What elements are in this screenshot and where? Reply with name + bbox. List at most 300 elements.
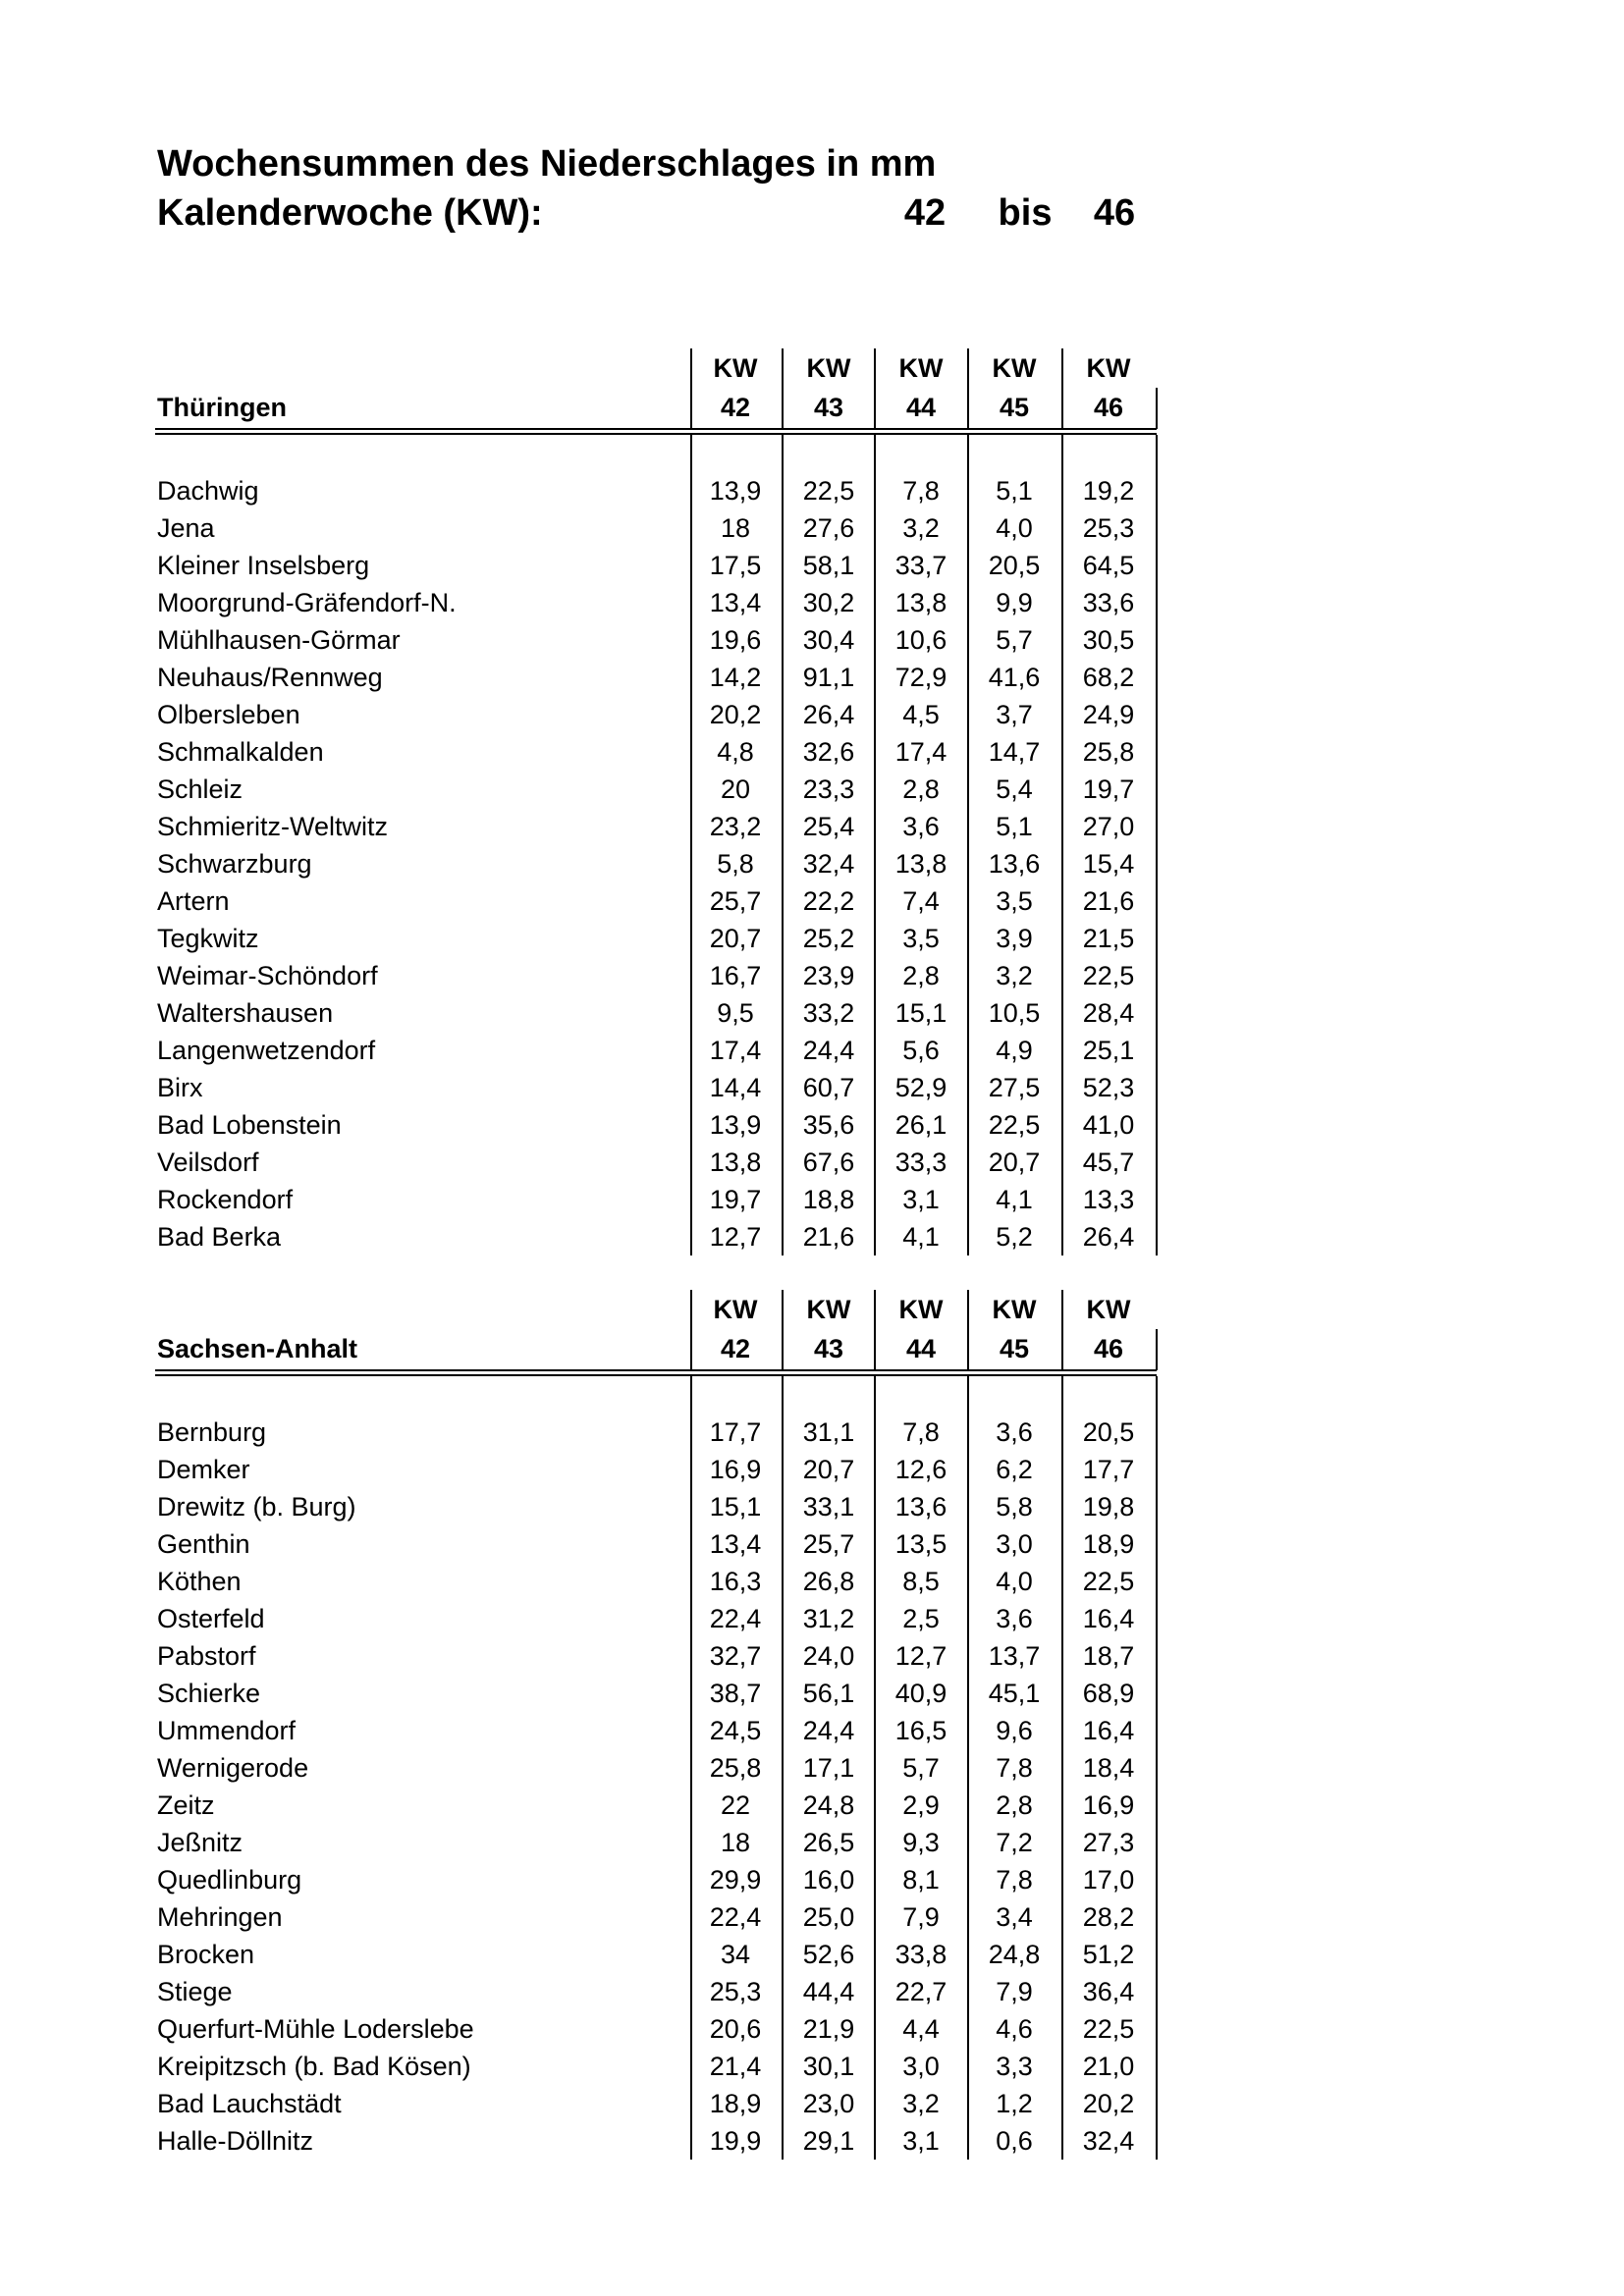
- precipitation-value: 27,3: [1082, 1828, 1135, 1857]
- precipitation-value: 9,6: [996, 1716, 1033, 1745]
- station-name: Bad Berka: [157, 1222, 282, 1252]
- table-row: [0, 621, 1624, 659]
- precipitation-value: 3,1: [902, 2126, 940, 2156]
- table-row: [0, 1749, 1624, 1787]
- precipitation-value: 8,5: [902, 1567, 940, 1596]
- table-row: [0, 1488, 1624, 1525]
- precipitation-value: 17,4: [709, 1036, 762, 1065]
- precipitation-value: 33,7: [894, 551, 947, 580]
- precipitation-value: 24,5: [709, 1716, 762, 1745]
- precipitation-value: 24,9: [1082, 700, 1135, 729]
- precipitation-value: 3,9: [996, 924, 1033, 953]
- precipitation-value: 12,6: [894, 1455, 947, 1484]
- precipitation-value: 5,2: [996, 1222, 1033, 1252]
- station-name: Brocken: [157, 1940, 255, 1969]
- state-heading: Sachsen-Anhalt: [157, 1334, 358, 1363]
- table-row: [0, 1637, 1624, 1675]
- column-divider: [782, 1290, 784, 1370]
- precipitation-value: 72,9: [894, 663, 947, 692]
- precipitation-value: 23,9: [802, 961, 855, 990]
- precipitation-value: 9,5: [717, 998, 754, 1028]
- precipitation-value: 22,5: [1082, 2014, 1135, 2044]
- precipitation-value: 5,4: [996, 774, 1033, 804]
- precipitation-value: 13,6: [988, 849, 1041, 879]
- precipitation-value: 24,0: [802, 1641, 855, 1671]
- precipitation-value: 4,8: [717, 737, 754, 767]
- station-name: Pabstorf: [157, 1641, 256, 1671]
- precipitation-value: 13,4: [709, 588, 762, 617]
- precipitation-value: 3,2: [902, 2089, 940, 2118]
- table-row: [0, 808, 1624, 845]
- table-row: [0, 2048, 1624, 2085]
- precipitation-value: 3,6: [902, 812, 940, 841]
- precipitation-value: 21,4: [709, 2052, 762, 2081]
- precipitation-value: 4,5: [902, 700, 940, 729]
- precipitation-value: 3,0: [902, 2052, 940, 2081]
- table-row: [0, 1414, 1624, 1451]
- station-name: Kreipitzsch (b. Bad Kösen): [157, 2052, 471, 2081]
- precipitation-value: 7,9: [902, 1902, 940, 1932]
- column-divider: [1061, 1290, 1063, 1370]
- precipitation-value: 21,0: [1082, 2052, 1135, 2081]
- precipitation-value: 14,4: [709, 1073, 762, 1102]
- precipitation-value: 19,6: [709, 625, 762, 655]
- precipitation-value: 45,1: [988, 1679, 1041, 1708]
- station-name: Demker: [157, 1455, 250, 1484]
- precipitation-value: 13,8: [894, 588, 947, 617]
- table-row: [0, 994, 1624, 1032]
- station-name: Zeitz: [157, 1790, 215, 1820]
- precipitation-value: 3,4: [996, 1902, 1033, 1932]
- precipitation-value: 17,7: [709, 1417, 762, 1447]
- precipitation-value: 20,5: [988, 551, 1041, 580]
- station-name: Genthin: [157, 1529, 250, 1559]
- precipitation-value: 24,4: [802, 1716, 855, 1745]
- precipitation-value: 32,6: [802, 737, 855, 767]
- table-row: [0, 1181, 1624, 1218]
- column-header-kw: KW: [713, 353, 758, 383]
- station-name: Neuhaus/Rennweg: [157, 663, 383, 692]
- precipitation-value: 18,9: [709, 2089, 762, 2118]
- precipitation-value: 23,0: [802, 2089, 855, 2118]
- table-row: [0, 882, 1624, 920]
- column-divider: [967, 348, 969, 429]
- precipitation-value: 32,4: [1082, 2126, 1135, 2156]
- precipitation-value: 22,2: [802, 886, 855, 916]
- precipitation-value: 29,1: [802, 2126, 855, 2156]
- precipitation-value: 5,1: [996, 476, 1033, 506]
- precipitation-value: 30,2: [802, 588, 855, 617]
- precipitation-value: 17,0: [1082, 1865, 1135, 1895]
- station-name: Veilsdorf: [157, 1148, 259, 1177]
- precipitation-value: 4,6: [996, 2014, 1033, 2044]
- table-row: [0, 1600, 1624, 1637]
- column-header-kw: KW: [806, 1295, 851, 1324]
- precipitation-value: 4,1: [996, 1185, 1033, 1214]
- precipitation-value: 25,8: [1082, 737, 1135, 767]
- column-header-kw: KW: [992, 353, 1037, 383]
- precipitation-value: 20,2: [1082, 2089, 1135, 2118]
- week-to: 46: [1093, 192, 1136, 234]
- precipitation-value: 21,6: [802, 1222, 855, 1252]
- precipitation-value: 3,6: [996, 1604, 1033, 1633]
- station-name: Querfurt-Mühle Loderslebe: [157, 2014, 474, 2044]
- precipitation-value: 5,8: [717, 849, 754, 879]
- precipitation-value: 20,6: [709, 2014, 762, 2044]
- precipitation-value: 32,4: [802, 849, 855, 879]
- station-name: Kleiner Inselsberg: [157, 551, 370, 580]
- precipitation-value: 25,8: [709, 1753, 762, 1783]
- column-header-kw: KW: [806, 353, 851, 383]
- precipitation-value: 5,7: [902, 1753, 940, 1783]
- station-name: Schierke: [157, 1679, 261, 1708]
- precipitation-value: 16,0: [802, 1865, 855, 1895]
- table-row: [0, 2085, 1624, 2122]
- column-header-week: 46: [1093, 1334, 1124, 1363]
- precipitation-value: 18,4: [1082, 1753, 1135, 1783]
- precipitation-value: 41,0: [1082, 1110, 1135, 1140]
- precipitation-value: 32,7: [709, 1641, 762, 1671]
- station-name: Waltershausen: [157, 998, 334, 1028]
- station-name: Schwarzburg: [157, 849, 312, 879]
- table-row: [0, 2122, 1624, 2160]
- precipitation-value: 22,5: [1082, 961, 1135, 990]
- precipitation-value: 21,5: [1082, 924, 1135, 953]
- precipitation-value: 56,1: [802, 1679, 855, 1708]
- station-name: Jeßnitz: [157, 1828, 244, 1857]
- precipitation-value: 68,9: [1082, 1679, 1135, 1708]
- precipitation-value: 24,8: [988, 1940, 1041, 1969]
- column-divider: [690, 348, 692, 429]
- precipitation-value: 41,6: [988, 663, 1041, 692]
- precipitation-value: 34: [720, 1940, 751, 1969]
- precipitation-value: 2,5: [902, 1604, 940, 1633]
- precipitation-value: 52,9: [894, 1073, 947, 1102]
- station-name: Tegkwitz: [157, 924, 259, 953]
- header-rule: [155, 433, 1157, 435]
- precipitation-value: 7,9: [996, 1977, 1033, 2006]
- precipitation-value: 30,1: [802, 2052, 855, 2081]
- precipitation-value: 12,7: [894, 1641, 947, 1671]
- table-row: [0, 696, 1624, 733]
- station-name: Birx: [157, 1073, 203, 1102]
- precipitation-value: 25,3: [1082, 513, 1135, 543]
- precipitation-value: 26,8: [802, 1567, 855, 1596]
- precipitation-value: 2,8: [902, 774, 940, 804]
- table-row: [0, 472, 1624, 509]
- precipitation-value: 17,4: [894, 737, 947, 767]
- precipitation-value: 15,1: [709, 1492, 762, 1522]
- precipitation-value: 7,4: [902, 886, 940, 916]
- column-header-week: 43: [813, 1334, 844, 1363]
- precipitation-value: 15,4: [1082, 849, 1135, 879]
- precipitation-value: 25,3: [709, 1977, 762, 2006]
- precipitation-value: 31,1: [802, 1417, 855, 1447]
- column-header-week: 44: [905, 393, 937, 422]
- station-name: Moorgrund-Gräfendorf-N.: [157, 588, 457, 617]
- station-name: Bad Lobenstein: [157, 1110, 342, 1140]
- column-header-week: 45: [999, 393, 1030, 422]
- precipitation-value: 22,4: [709, 1604, 762, 1633]
- precipitation-value: 23,2: [709, 812, 762, 841]
- precipitation-value: 13,9: [709, 476, 762, 506]
- precipitation-value: 18,7: [1082, 1641, 1135, 1671]
- precipitation-value: 35,6: [802, 1110, 855, 1140]
- column-header-week: 46: [1093, 393, 1124, 422]
- column-divider: [690, 1290, 692, 1370]
- precipitation-value: 22,7: [894, 1977, 947, 2006]
- precipitation-value: 2,8: [996, 1790, 1033, 1820]
- precipitation-value: 31,2: [802, 1604, 855, 1633]
- column-header-kw: KW: [1086, 353, 1131, 383]
- column-divider: [874, 1290, 876, 1370]
- precipitation-value: 28,2: [1082, 1902, 1135, 1932]
- precipitation-value: 25,4: [802, 812, 855, 841]
- precipitation-value: 52,6: [802, 1940, 855, 1969]
- precipitation-value: 91,1: [802, 663, 855, 692]
- precipitation-value: 16,4: [1082, 1604, 1135, 1633]
- precipitation-value: 14,2: [709, 663, 762, 692]
- header-rule: [155, 428, 1157, 430]
- table-row: [0, 509, 1624, 547]
- precipitation-value: 9,3: [902, 1828, 940, 1857]
- table-row: [0, 1824, 1624, 1861]
- precipitation-value: 26,5: [802, 1828, 855, 1857]
- station-name: Schmieritz-Weltwitz: [157, 812, 389, 841]
- precipitation-value: 16,7: [709, 961, 762, 990]
- station-name: Mühlhausen-Görmar: [157, 625, 401, 655]
- header-rule: [155, 1374, 1157, 1376]
- table-row: [0, 1563, 1624, 1600]
- precipitation-value: 20,7: [988, 1148, 1041, 1177]
- precipitation-value: 4,1: [902, 1222, 940, 1252]
- precipitation-value: 52,3: [1082, 1073, 1135, 1102]
- station-name: Schmalkalden: [157, 737, 324, 767]
- precipitation-value: 16,4: [1082, 1716, 1135, 1745]
- table-row: [0, 957, 1624, 994]
- table-row: [0, 1144, 1624, 1181]
- precipitation-value: 7,8: [996, 1865, 1033, 1895]
- precipitation-value: 17,5: [709, 551, 762, 580]
- table-row: [0, 1451, 1624, 1488]
- precipitation-value: 18: [720, 1828, 751, 1857]
- station-name: Wernigerode: [157, 1753, 309, 1783]
- precipitation-value: 5,7: [996, 625, 1033, 655]
- precipitation-value: 36,4: [1082, 1977, 1135, 2006]
- precipitation-value: 22,4: [709, 1902, 762, 1932]
- precipitation-value: 27,5: [988, 1073, 1041, 1102]
- column-header-kw: KW: [1086, 1295, 1131, 1324]
- table-row: [0, 1032, 1624, 1069]
- precipitation-value: 25,7: [709, 886, 762, 916]
- table-row: [0, 1898, 1624, 1936]
- table-row: [0, 771, 1624, 808]
- precipitation-value: 4,0: [996, 513, 1033, 543]
- precipitation-value: 7,8: [996, 1753, 1033, 1783]
- station-name: Halle-Döllnitz: [157, 2126, 314, 2156]
- station-name: Mehringen: [157, 1902, 283, 1932]
- precipitation-value: 16,9: [1082, 1790, 1135, 1820]
- column-header-kw: KW: [713, 1295, 758, 1324]
- table-row: [0, 2010, 1624, 2048]
- table-row: [0, 845, 1624, 882]
- precipitation-value: 19,2: [1082, 476, 1135, 506]
- precipitation-value: 13,9: [709, 1110, 762, 1140]
- precipitation-value: 25,2: [802, 924, 855, 953]
- station-name: Langenwetzendorf: [157, 1036, 376, 1065]
- precipitation-value: 38,7: [709, 1679, 762, 1708]
- precipitation-value: 3,6: [996, 1417, 1033, 1447]
- precipitation-value: 21,6: [1082, 886, 1135, 916]
- precipitation-value: 58,1: [802, 551, 855, 580]
- table-row: [0, 1069, 1624, 1106]
- precipitation-value: 3,5: [996, 886, 1033, 916]
- precipitation-value: 60,7: [802, 1073, 855, 1102]
- station-name: Rockendorf: [157, 1185, 294, 1214]
- precipitation-value: 5,6: [902, 1036, 940, 1065]
- table-row: [0, 1525, 1624, 1563]
- station-name: Stiege: [157, 1977, 233, 2006]
- station-name: Quedlinburg: [157, 1865, 302, 1895]
- week-range-label: Kalenderwoche (KW):: [157, 192, 543, 234]
- precipitation-value: 14,7: [988, 737, 1041, 767]
- precipitation-value: 28,4: [1082, 998, 1135, 1028]
- precipitation-value: 2,8: [902, 961, 940, 990]
- header-rule: [155, 1369, 1157, 1371]
- column-header-kw: KW: [992, 1295, 1037, 1324]
- precipitation-value: 26,4: [1082, 1222, 1135, 1252]
- station-name: Jena: [157, 513, 215, 543]
- precipitation-value: 19,7: [1082, 774, 1135, 804]
- precipitation-value: 20,7: [802, 1455, 855, 1484]
- precipitation-value: 7,8: [902, 1417, 940, 1447]
- precipitation-value: 3,0: [996, 1529, 1033, 1559]
- precipitation-value: 13,8: [709, 1148, 762, 1177]
- column-divider: [782, 348, 784, 429]
- precipitation-value: 40,9: [894, 1679, 947, 1708]
- precipitation-value: 27,6: [802, 513, 855, 543]
- precipitation-value: 23,3: [802, 774, 855, 804]
- precipitation-value: 45,7: [1082, 1148, 1135, 1177]
- precipitation-value: 13,3: [1082, 1185, 1135, 1214]
- precipitation-value: 5,1: [996, 812, 1033, 841]
- precipitation-value: 33,6: [1082, 588, 1135, 617]
- precipitation-value: 33,1: [802, 1492, 855, 1522]
- precipitation-value: 1,2: [996, 2089, 1033, 2118]
- precipitation-value: 2,9: [902, 1790, 940, 1820]
- precipitation-value: 17,1: [802, 1753, 855, 1783]
- precipitation-value: 25,1: [1082, 1036, 1135, 1065]
- precipitation-value: 33,2: [802, 998, 855, 1028]
- table-row: [0, 1712, 1624, 1749]
- precipitation-value: 64,5: [1082, 551, 1135, 580]
- column-header-week: 44: [905, 1334, 937, 1363]
- precipitation-value: 67,6: [802, 1148, 855, 1177]
- precipitation-value: 20: [720, 774, 751, 804]
- precipitation-value: 19,9: [709, 2126, 762, 2156]
- precipitation-value: 29,9: [709, 1865, 762, 1895]
- precipitation-value: 20,5: [1082, 1417, 1135, 1447]
- column-header-kw: KW: [898, 353, 944, 383]
- table-row: [0, 1218, 1624, 1255]
- precipitation-value: 9,9: [996, 588, 1033, 617]
- precipitation-value: 4,9: [996, 1036, 1033, 1065]
- station-name: Olbersleben: [157, 700, 300, 729]
- precipitation-value: 22,5: [1082, 1567, 1135, 1596]
- station-name: Ummendorf: [157, 1716, 297, 1745]
- precipitation-value: 33,3: [894, 1148, 947, 1177]
- column-divider: [874, 348, 876, 429]
- precipitation-value: 10,5: [988, 998, 1041, 1028]
- precipitation-value: 33,8: [894, 1940, 947, 1969]
- precipitation-value: 25,7: [802, 1529, 855, 1559]
- precipitation-value: 5,8: [996, 1492, 1033, 1522]
- station-name: Osterfeld: [157, 1604, 265, 1633]
- table-row: [0, 920, 1624, 957]
- precipitation-value: 13,4: [709, 1529, 762, 1559]
- column-divider: [1156, 388, 1158, 429]
- precipitation-value: 25,0: [802, 1902, 855, 1932]
- table-row: [0, 1106, 1624, 1144]
- precipitation-value: 18,9: [1082, 1529, 1135, 1559]
- precipitation-value: 18: [720, 513, 751, 543]
- precipitation-value: 26,1: [894, 1110, 947, 1140]
- precipitation-value: 20,2: [709, 700, 762, 729]
- station-name: Schleiz: [157, 774, 244, 804]
- precipitation-value: 4,0: [996, 1567, 1033, 1596]
- table-row: [0, 1787, 1624, 1824]
- precipitation-value: 6,2: [996, 1455, 1033, 1484]
- table-row: [0, 1675, 1624, 1712]
- precipitation-value: 68,2: [1082, 663, 1135, 692]
- table-row: [0, 547, 1624, 584]
- column-header-week: 42: [720, 1334, 751, 1363]
- column-header-week: 45: [999, 1334, 1030, 1363]
- precipitation-value: 15,1: [894, 998, 947, 1028]
- precipitation-value: 19,7: [709, 1185, 762, 1214]
- precipitation-value: 27,0: [1082, 812, 1135, 841]
- precipitation-value: 0,6: [996, 2126, 1033, 2156]
- precipitation-value: 16,5: [894, 1716, 947, 1745]
- precipitation-value: 44,4: [802, 1977, 855, 2006]
- precipitation-value: 24,4: [802, 1036, 855, 1065]
- precipitation-value: 3,7: [996, 700, 1033, 729]
- column-divider: [1156, 1329, 1158, 1370]
- precipitation-value: 22: [720, 1790, 751, 1820]
- precipitation-value: 26,4: [802, 700, 855, 729]
- precipitation-value: 3,1: [902, 1185, 940, 1214]
- station-name: Bad Lauchstädt: [157, 2089, 342, 2118]
- precipitation-value: 22,5: [988, 1110, 1041, 1140]
- week-range-separator: bis: [998, 192, 1053, 234]
- precipitation-value: 13,8: [894, 849, 947, 879]
- precipitation-value: 16,9: [709, 1455, 762, 1484]
- precipitation-value: 17,7: [1082, 1455, 1135, 1484]
- precipitation-value: 21,9: [802, 2014, 855, 2044]
- station-name: Drewitz (b. Burg): [157, 1492, 356, 1522]
- precipitation-value: 18,8: [802, 1185, 855, 1214]
- precipitation-value: 8,1: [902, 1865, 940, 1895]
- precipitation-value: 16,3: [709, 1567, 762, 1596]
- column-divider: [967, 1290, 969, 1370]
- column-header-kw: KW: [898, 1295, 944, 1324]
- state-heading: Thüringen: [157, 393, 287, 422]
- week-range-line: [157, 192, 1139, 241]
- precipitation-value: 3,2: [902, 513, 940, 543]
- station-name: Weimar-Schöndorf: [157, 961, 378, 990]
- precipitation-value: 12,7: [709, 1222, 762, 1252]
- table-row: [0, 1861, 1624, 1898]
